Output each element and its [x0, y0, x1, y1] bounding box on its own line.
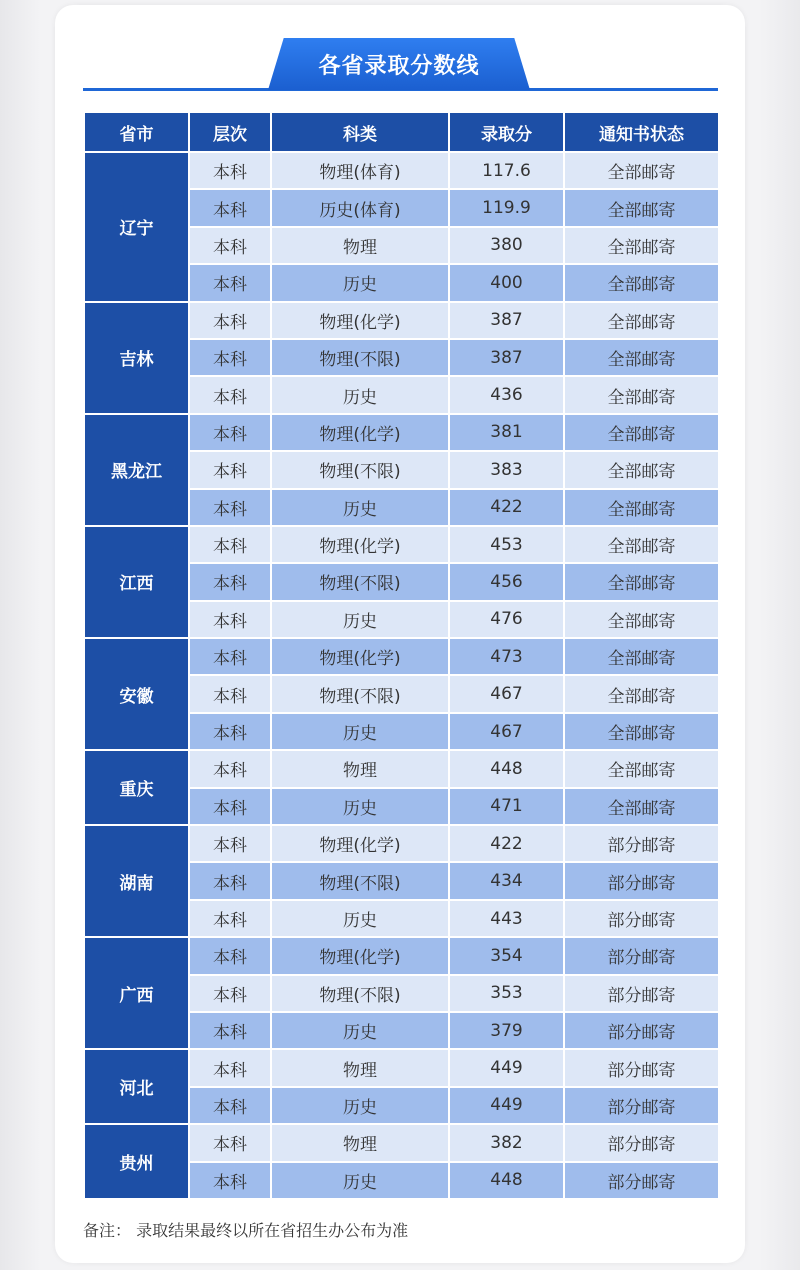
level-cell: 本科 — [189, 264, 271, 301]
subject-cell: 物理(不限) — [271, 563, 449, 600]
status-cell: 部分邮寄 — [564, 1162, 719, 1199]
score-cell: 449 — [449, 1049, 564, 1086]
score-cell: 476 — [449, 601, 564, 638]
level-cell: 本科 — [189, 227, 271, 264]
subject-cell: 历史 — [271, 788, 449, 825]
level-cell: 本科 — [189, 1012, 271, 1049]
status-cell: 全部邮寄 — [564, 189, 719, 226]
table-row — [84, 1124, 719, 1161]
footnote: 备注： 录取结果最终以所在省招生办公布为准 — [83, 1221, 409, 1240]
header-province: 省市 — [84, 112, 189, 152]
level-cell: 本科 — [189, 376, 271, 413]
table-body — [84, 152, 719, 1199]
status-cell: 全部邮寄 — [564, 489, 719, 526]
subject-cell: 历史(体育) — [271, 189, 449, 226]
header-level: 层次 — [189, 112, 271, 152]
subject-cell: 历史 — [271, 601, 449, 638]
score-cell: 380 — [449, 227, 564, 264]
score-cell: 354 — [449, 937, 564, 974]
table-row — [84, 526, 719, 563]
subject-cell: 历史 — [271, 1162, 449, 1199]
status-cell: 部分邮寄 — [564, 975, 719, 1012]
status-cell: 部分邮寄 — [564, 1049, 719, 1086]
status-cell: 部分邮寄 — [564, 1087, 719, 1124]
level-cell: 本科 — [189, 937, 271, 974]
score-cell: 467 — [449, 713, 564, 750]
level-cell: 本科 — [189, 1124, 271, 1161]
subject-cell: 物理(化学) — [271, 937, 449, 974]
score-cell: 434 — [449, 862, 564, 899]
status-cell: 全部邮寄 — [564, 526, 719, 563]
level-cell: 本科 — [189, 750, 271, 787]
province-cell: 重庆 — [84, 750, 189, 825]
status-cell: 全部邮寄 — [564, 750, 719, 787]
province-cell: 吉林 — [84, 302, 189, 414]
header-subject: 科类 — [271, 112, 449, 152]
table-row — [84, 937, 719, 974]
subject-cell: 历史 — [271, 1012, 449, 1049]
subject-cell: 物理(不限) — [271, 675, 449, 712]
level-cell: 本科 — [189, 713, 271, 750]
subject-cell: 物理 — [271, 1049, 449, 1086]
score-cell: 448 — [449, 750, 564, 787]
province-cell: 江西 — [84, 526, 189, 638]
score-cell: 449 — [449, 1087, 564, 1124]
status-cell: 部分邮寄 — [564, 862, 719, 899]
level-cell: 本科 — [189, 1162, 271, 1199]
subject-cell: 历史 — [271, 489, 449, 526]
subject-cell: 物理 — [271, 750, 449, 787]
province-cell: 广西 — [84, 937, 189, 1049]
level-cell: 本科 — [189, 526, 271, 563]
status-cell: 部分邮寄 — [564, 825, 719, 862]
subject-cell: 历史 — [271, 264, 449, 301]
level-cell: 本科 — [189, 302, 271, 339]
score-cell: 353 — [449, 975, 564, 1012]
status-cell: 部分邮寄 — [564, 1012, 719, 1049]
score-cell: 456 — [449, 563, 564, 600]
score-cell: 436 — [449, 376, 564, 413]
header-status: 通知书状态 — [564, 112, 719, 152]
province-cell: 安徽 — [84, 638, 189, 750]
subject-cell: 物理 — [271, 227, 449, 264]
score-cell: 448 — [449, 1162, 564, 1199]
status-cell: 全部邮寄 — [564, 302, 719, 339]
table-row — [84, 302, 719, 339]
score-cell: 379 — [449, 1012, 564, 1049]
level-cell: 本科 — [189, 563, 271, 600]
subject-cell: 历史 — [271, 1087, 449, 1124]
score-cell: 382 — [449, 1124, 564, 1161]
status-cell: 全部邮寄 — [564, 601, 719, 638]
score-cell: 467 — [449, 675, 564, 712]
subject-cell: 物理(化学) — [271, 302, 449, 339]
score-cell: 443 — [449, 900, 564, 937]
subject-cell: 历史 — [271, 713, 449, 750]
subject-cell: 物理(化学) — [271, 825, 449, 862]
subject-cell: 物理(化学) — [271, 638, 449, 675]
score-cell: 383 — [449, 451, 564, 488]
admission-score-table — [83, 111, 720, 1200]
title-banner — [83, 38, 718, 94]
table-row — [84, 638, 719, 675]
subject-cell: 物理(体育) — [271, 152, 449, 189]
score-cell: 387 — [449, 339, 564, 376]
status-cell: 全部邮寄 — [564, 638, 719, 675]
score-cell: 381 — [449, 414, 564, 451]
status-cell: 全部邮寄 — [564, 152, 719, 189]
subject-cell: 物理(不限) — [271, 451, 449, 488]
subject-cell: 物理(不限) — [271, 339, 449, 376]
score-cell: 453 — [449, 526, 564, 563]
level-cell: 本科 — [189, 489, 271, 526]
level-cell: 本科 — [189, 825, 271, 862]
level-cell: 本科 — [189, 675, 271, 712]
header-score: 录取分 — [449, 112, 564, 152]
status-cell: 全部邮寄 — [564, 264, 719, 301]
score-cell: 422 — [449, 825, 564, 862]
status-cell: 部分邮寄 — [564, 937, 719, 974]
subject-cell: 历史 — [271, 376, 449, 413]
province-cell: 湖南 — [84, 825, 189, 937]
status-cell: 全部邮寄 — [564, 227, 719, 264]
level-cell: 本科 — [189, 900, 271, 937]
score-cell: 422 — [449, 489, 564, 526]
status-cell: 全部邮寄 — [564, 376, 719, 413]
level-cell: 本科 — [189, 601, 271, 638]
status-cell: 全部邮寄 — [564, 713, 719, 750]
province-cell: 黑龙江 — [84, 414, 189, 526]
status-cell: 部分邮寄 — [564, 900, 719, 937]
level-cell: 本科 — [189, 189, 271, 226]
status-cell: 部分邮寄 — [564, 1124, 719, 1161]
province-cell: 辽宁 — [84, 152, 189, 302]
table-row — [84, 750, 719, 787]
subject-cell: 物理(化学) — [271, 526, 449, 563]
table-row — [84, 152, 719, 189]
level-cell: 本科 — [189, 451, 271, 488]
level-cell: 本科 — [189, 862, 271, 899]
subject-cell: 物理 — [271, 1124, 449, 1161]
subject-cell: 物理(不限) — [271, 862, 449, 899]
level-cell: 本科 — [189, 339, 271, 376]
status-cell: 全部邮寄 — [564, 675, 719, 712]
level-cell: 本科 — [189, 638, 271, 675]
score-cell: 400 — [449, 264, 564, 301]
score-cell: 387 — [449, 302, 564, 339]
score-cell: 473 — [449, 638, 564, 675]
table-row — [84, 825, 719, 862]
province-cell: 河北 — [84, 1049, 189, 1124]
level-cell: 本科 — [189, 414, 271, 451]
score-cell: 119.9 — [449, 189, 564, 226]
status-cell: 全部邮寄 — [564, 563, 719, 600]
level-cell: 本科 — [189, 1087, 271, 1124]
status-cell: 全部邮寄 — [564, 339, 719, 376]
level-cell: 本科 — [189, 1049, 271, 1086]
score-cell: 471 — [449, 788, 564, 825]
subject-cell: 物理(不限) — [271, 975, 449, 1012]
subject-cell: 物理(化学) — [271, 414, 449, 451]
page-title: 各省录取分数线 — [318, 53, 480, 79]
score-cell: 117.6 — [449, 152, 564, 189]
status-cell: 全部邮寄 — [564, 414, 719, 451]
subject-cell: 历史 — [271, 900, 449, 937]
table-header-row — [84, 112, 719, 152]
level-cell: 本科 — [189, 975, 271, 1012]
level-cell: 本科 — [189, 152, 271, 189]
province-cell: 贵州 — [84, 1124, 189, 1199]
status-cell: 全部邮寄 — [564, 451, 719, 488]
level-cell: 本科 — [189, 788, 271, 825]
table-row — [84, 1049, 719, 1086]
table-row — [84, 414, 719, 451]
status-cell: 全部邮寄 — [564, 788, 719, 825]
